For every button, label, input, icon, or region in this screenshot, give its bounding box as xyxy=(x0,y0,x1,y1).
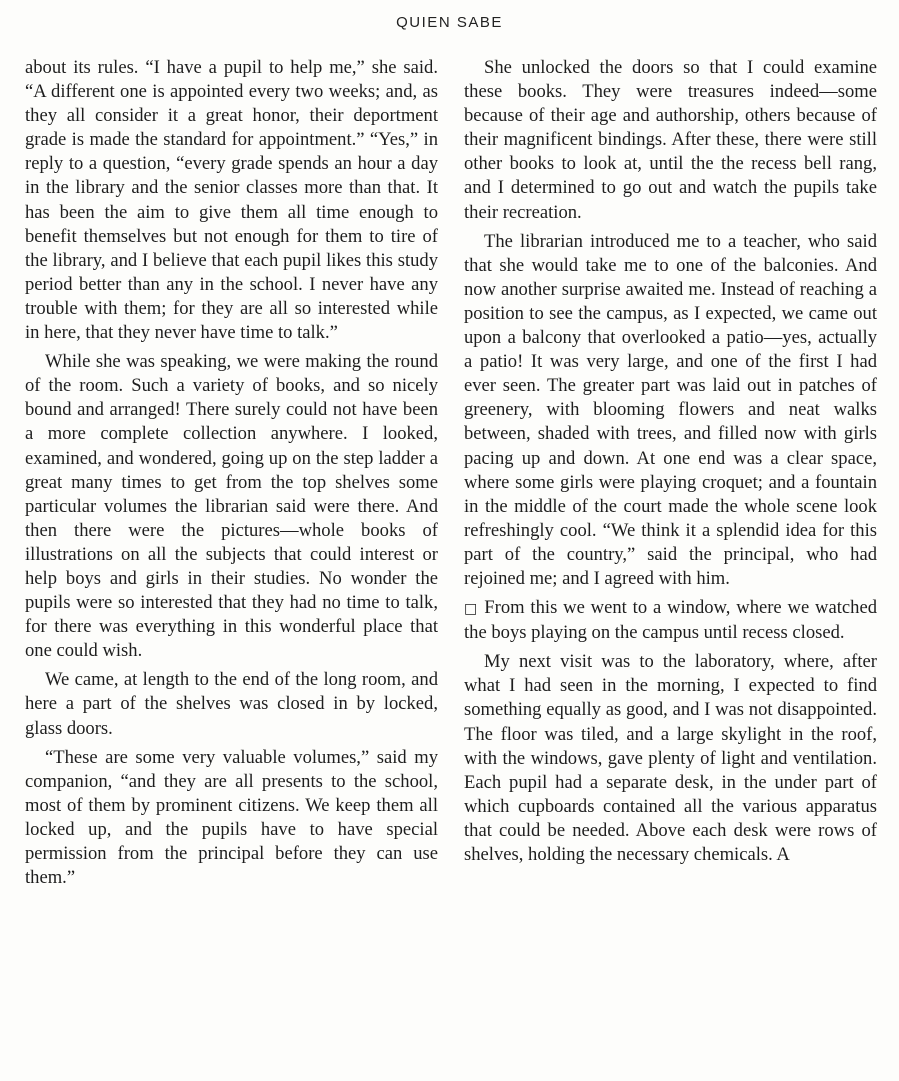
paragraph-text: From this we went to a window, where we watched the boys playing on the campus until recess closed. xyxy=(464,597,878,644)
paragraph: While she was speaking, we were making the round of the room. Such a variety of books, and so nicely bound and arranged! There surely could not have been a more complete collection anywhere. I looked, examined, and wondered, going up on the step ladder a great many times to get from the top shelves some particular volumes the librarian said were there. And then there were the pictures—whole books of illustrations on all the subjects that could interest or help boys and girls in their studies. No wonder the pupils were so interested that they had no time to talk, for there was everything in this wonderful place that one could wish. xyxy=(25,351,438,662)
paragraph: She unlocked the doors so that I could examine these books. They were treasures indeed—some because of their age and authorship, others because of their magnificent bindings. After these, there were still other books to look at, until the the recess bell rang, and I determined to go out and watch the pupils take their recreation. xyxy=(464,57,877,223)
right-column xyxy=(464,56,877,872)
paragraph: The librarian introduced me to a teacher, who said that she would take me to one of the balconies. And now another surprise awaited me. Instead of reaching a position to see the campus, as I expected, we came out upon a balcony that overlooked a patio—yes, actually a patio! It was very large, and one of the first I had ever seen. The greater part was laid out in patches of greenery, with blooming flowers and neat walks between, shaded with trees, and filled now with girls pacing up and down. At one end was a clear space, where some girls were playing croquet; and a fountain in the middle of the court made the whole scene look refreshingly cool. “We think it a splendid idea for this part of the country,” said the principal, who had rejoined me; and I agreed with him. xyxy=(464,230,877,589)
paragraph: My next visit was to the laboratory, where, after what I had seen in the morning, I expected to find something equally as good, and I was not disappointed. The floor was tiled, and a large skylight in the roof, with the windows, gave plenty of light and ventilation. Each pupil had a separate desk, in the under part of which cupboards contained all the various apparatus that could be needed. Above each desk were rows of shelves, holding the necessary chemicals. A xyxy=(464,651,877,865)
paragraph: “These are some very valuable volumes,” said my companion, “and they are all presents to the school, most of them by prominent citizens. We keep them all locked up, and the pupils have to have special permission from the principal before they can use them.” xyxy=(25,746,438,889)
box-mark: □ xyxy=(464,601,479,618)
running-header: QUIEN SABE xyxy=(396,14,503,31)
paragraph: about its rules. “I have a pupil to help me,” she said. “A different one is appointed every two weeks; and, as they all consider it a great honor, their deportment grade is made the standard for appointment.” “Yes,” in reply to a question, “every grade spends an hour a day in the library and the senior classes more than that. It has been the aim to give them all time enough to benefit themselves but not enough for them to tire of the library, and I believe that each pupil likes this study period better than any in the school. I never have any trouble with them; for they are all so interested while in here, that they never have time to talk.” xyxy=(25,57,438,344)
paragraph xyxy=(464,596,877,645)
left-column xyxy=(25,56,438,895)
paragraph: We came, at length to the end of the long room, and here a part of the shelves was closed in by locked, glass doors. xyxy=(25,669,438,739)
